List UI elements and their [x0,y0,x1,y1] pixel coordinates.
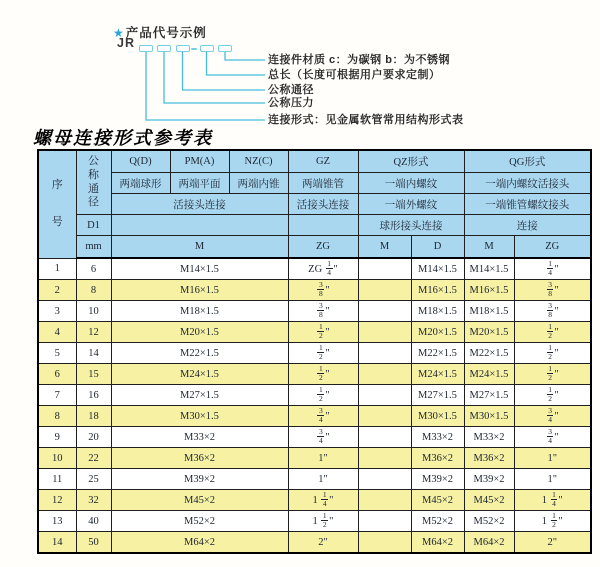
qz-m-cell [358,469,411,490]
qg-m-cell: M20×1.5 [464,322,514,343]
qz-d-cell: M20×1.5 [411,322,464,343]
qg-zg-cell: 1" [514,469,591,490]
dn-mm-cell: 18 [76,406,111,427]
qg-m-cell: M18×1.5 [464,301,514,322]
table-row [38,532,591,554]
code-box-5 [218,45,232,52]
qz-m-cell [358,385,411,406]
qg-m-cell: M36×2 [464,448,514,469]
header-qz-m: M [358,236,411,259]
m-cell: M18×1.5 [111,301,288,322]
qz-m-cell [358,343,411,364]
header-nz-desc: 两端内锥 [229,173,288,194]
header-q-desc: 两端球形 [111,173,170,194]
table-row [38,280,591,301]
seq-cell: 9 [38,427,76,448]
qg-m-cell: M33×2 [464,427,514,448]
fraction: $\frac{3}{8}$ [318,279,323,298]
header-pm: PM(A) [170,150,229,173]
seq-cell: 1 [38,258,76,280]
seq-cell: 8 [38,406,76,427]
zg-cell: 1" [288,469,358,490]
qz-d-cell: M30×1.5 [411,406,464,427]
fraction: $\frac{1}{4}$ [552,489,556,508]
fraction: $\frac{3}{4}$ [318,426,323,445]
qz-d-cell: M14×1.5 [411,258,464,280]
zg-cell: $\frac{3}{4}$ " [288,406,358,427]
m-cell: M27×1.5 [111,385,288,406]
code-dash [191,48,197,50]
code-prefix: JR [117,36,135,50]
dn-mm-cell: 8 [76,280,111,301]
qg-m-cell: M45×2 [464,490,514,511]
diagram-heading-text: 产品代号示例 [125,26,207,40]
zg-cell: $\frac{1}{2}$ " [288,385,358,406]
zg-cell: 2" [288,532,358,554]
qg-m-cell: M16×1.5 [464,280,514,301]
qz-d-cell: M22×1.5 [411,343,464,364]
seq-cell: 6 [38,364,76,385]
dn-mm-cell: 50 [76,532,111,554]
header-qg-desc2: 一端锥管螺纹接头 [464,194,591,215]
header-nz: NZ(C) [229,150,288,173]
table-body [38,258,591,553]
m-cell: M36×2 [111,448,288,469]
qz-m-cell [358,322,411,343]
dn-mm-cell: 14 [76,343,111,364]
seq-cell: 2 [38,280,76,301]
header-m: M [111,236,288,259]
fraction: $\frac{1}{2}$ [548,363,552,382]
zg-cell: $\frac{3}{8}$ " [288,301,358,322]
table-row [38,511,591,532]
qg-m-cell: M39×2 [464,469,514,490]
qg-zg-cell: 1" [514,448,591,469]
qz-d-cell: M33×2 [411,427,464,448]
dn-mm-cell: 10 [76,301,111,322]
zg-cell: 1" [288,448,358,469]
fraction: $\frac{1}{2}$ [318,342,323,361]
qg-zg-cell: $\frac{1}{2}$ " [514,364,591,385]
header-qz-desc2: 一端外螺纹 [358,194,464,215]
qz-m-cell [358,490,411,511]
header-d1-blank-gz [288,215,358,236]
nut-connection-table [37,149,592,554]
fraction: $\frac{1}{2}$ [548,321,552,340]
seq-cell: 3 [38,301,76,322]
fraction: $\frac{3}{8}$ [548,300,552,319]
zg-cell: $\frac{1}{2}$ " [288,322,358,343]
qz-m-cell [358,280,411,301]
m-cell: M45×2 [111,490,288,511]
label-connection-form: 连接形式：见金属软管常用结构形式表 [268,114,464,126]
table-row [38,490,591,511]
dn-mm-cell: 32 [76,490,111,511]
dn-mm-cell: 40 [76,511,111,532]
qg-m-cell: M24×1.5 [464,364,514,385]
dn-mm-cell: 20 [76,427,111,448]
header-gz-connection: 活接头连接 [288,194,358,215]
table-title: 螺母连接形式参考表 [33,128,213,148]
table-row [38,322,591,343]
header-qg-m: M [464,236,514,259]
qg-zg-cell: $\frac{1}{4}$ " [514,258,591,280]
qz-d-cell: M64×2 [411,532,464,554]
zg-cell: 1 $\frac{1}{4}$ " [288,490,358,511]
qz-m-cell [358,301,411,322]
qg-m-cell: M14×1.5 [464,258,514,280]
qg-zg-cell: $\frac{1}{2}$ " [514,343,591,364]
qz-d-cell: M36×2 [411,448,464,469]
seq-cell: 12 [38,490,76,511]
qg-zg-cell: 1 $\frac{1}{4}$ " [514,490,591,511]
seq-cell: 5 [38,343,76,364]
qg-m-cell: M30×1.5 [464,406,514,427]
seq-cell: 4 [38,322,76,343]
m-cell: M20×1.5 [111,322,288,343]
qz-d-cell: M24×1.5 [411,364,464,385]
zg-cell: 1 $\frac{1}{2}$ " [288,511,358,532]
fraction: $\frac{1}{2}$ [548,384,552,403]
code-box-4 [200,45,214,52]
fraction: $\frac{1}{4}$ [548,258,552,277]
qz-d-cell: M52×2 [411,511,464,532]
header-qg-desc1: 一端内螺纹活接头 [464,173,591,194]
zg-cell: ZG $\frac{1}{4}$ " [288,258,358,280]
fraction: $\frac{3}{4}$ [318,405,323,424]
qg-zg-cell: 1 $\frac{1}{2}$ " [514,511,591,532]
qz-m-cell [358,406,411,427]
qz-m-cell [358,364,411,385]
header-d1-blank-left [111,215,288,236]
dn-mm-cell: 15 [76,364,111,385]
qz-m-cell [358,258,411,280]
header-zg: ZG [288,236,358,259]
dn-mm-cell: 22 [76,448,111,469]
zg-cell: $\frac{3}{4}$ " [288,427,358,448]
qz-d-cell: M45×2 [411,490,464,511]
qz-m-cell [358,448,411,469]
seq-cell: 7 [38,385,76,406]
table-row [38,258,591,280]
label-nominal-pressure: 公称压力 [268,97,314,109]
dn-mm-cell: 12 [76,322,111,343]
m-cell: M16×1.5 [111,280,288,301]
header-d1: D1 [76,215,111,236]
header-qg-connection: 连接 [464,215,591,236]
qg-m-cell: M22×1.5 [464,343,514,364]
header-gz-desc: 两端锥管 [288,173,358,194]
header-nominal-diameter: 公称通径 [76,150,111,215]
qg-m-cell: M64×2 [464,532,514,554]
m-cell: M64×2 [111,532,288,554]
qg-m-cell: M52×2 [464,511,514,532]
table-row [38,427,591,448]
qz-m-cell [358,427,411,448]
header-qz-connection: 球形接头连接 [358,215,464,236]
header-qz: QZ形式 [358,150,464,173]
zg-cell: $\frac{3}{8}$ " [288,280,358,301]
dn-mm-cell: 25 [76,469,111,490]
table-row [38,385,591,406]
header-q: Q(D) [111,150,170,173]
header-pm-desc: 两端平面 [170,173,229,194]
qz-d-cell: M27×1.5 [411,385,464,406]
fraction: $\frac{3}{4}$ [548,426,552,445]
m-cell: M52×2 [111,511,288,532]
qg-m-cell: M27×1.5 [464,385,514,406]
fraction: $\frac{1}{2}$ [548,342,552,361]
qz-m-cell [358,532,411,554]
table-row [38,448,591,469]
qg-zg-cell: $\frac{3}{4}$ " [514,427,591,448]
table-row [38,301,591,322]
m-cell: M39×2 [111,469,288,490]
table-row [38,343,591,364]
fraction: $\frac{1}{4}$ [327,258,332,277]
qg-zg-cell: $\frac{1}{2}$ " [514,385,591,406]
table-row [38,406,591,427]
star-icon: ★ [113,26,125,40]
header-seq: 序号 [38,150,76,258]
qz-d-cell: M16×1.5 [411,280,464,301]
fraction: $\frac{1}{2}$ [318,321,323,340]
m-cell: M14×1.5 [111,258,288,280]
qz-d-cell: M39×2 [411,469,464,490]
code-box-1 [139,45,153,52]
fraction: $\frac{1}{2}$ [322,510,327,529]
fraction: $\frac{1}{2}$ [318,384,323,403]
header-qg-zg: ZG [514,236,591,259]
m-cell: M24×1.5 [111,364,288,385]
fraction: $\frac{3}{8}$ [318,300,323,319]
header-qz-desc1: 一端内螺纹 [358,173,464,194]
table-row [38,469,591,490]
fraction: $\frac{3}{8}$ [548,279,552,298]
fraction: $\frac{3}{4}$ [548,405,552,424]
dn-mm-cell: 6 [76,258,111,280]
header-gz: GZ [288,150,358,173]
qg-zg-cell: $\frac{3}{4}$ " [514,406,591,427]
qg-zg-cell: $\frac{3}{8}$ " [514,280,591,301]
dn-mm-cell: 16 [76,385,111,406]
label-nominal-diameter: 公称通径 [268,84,314,96]
header-mm: mm [76,236,111,259]
seq-cell: 11 [38,469,76,490]
qz-m-cell [358,511,411,532]
qg-zg-cell: $\frac{1}{2}$ " [514,322,591,343]
fraction: $\frac{1}{4}$ [322,489,327,508]
seq-cell: 14 [38,532,76,554]
m-cell: M33×2 [111,427,288,448]
header-union-connection: 活接头连接 [111,194,288,215]
qg-zg-cell: 2" [514,532,591,554]
fraction: $\frac{1}{2}$ [318,363,323,382]
seq-cell: 13 [38,511,76,532]
code-box-3 [176,45,190,52]
header-qz-d: D [411,236,464,259]
code-box-2 [157,45,171,52]
zg-cell: $\frac{1}{2}$ " [288,343,358,364]
fraction: $\frac{1}{2}$ [552,510,556,529]
qz-d-cell: M18×1.5 [411,301,464,322]
label-total-length: 总长（长度可根据用户要求定制） [268,69,441,81]
m-cell: M22×1.5 [111,343,288,364]
seq-cell: 10 [38,448,76,469]
table-header [38,150,591,258]
table-row [38,364,591,385]
zg-cell: $\frac{1}{2}$ " [288,364,358,385]
header-qg: QG形式 [464,150,591,173]
m-cell: M30×1.5 [111,406,288,427]
qg-zg-cell: $\frac{3}{8}$ " [514,301,591,322]
label-material: 连接件材质 c：为碳钢 b：为不锈钢 [268,54,450,66]
